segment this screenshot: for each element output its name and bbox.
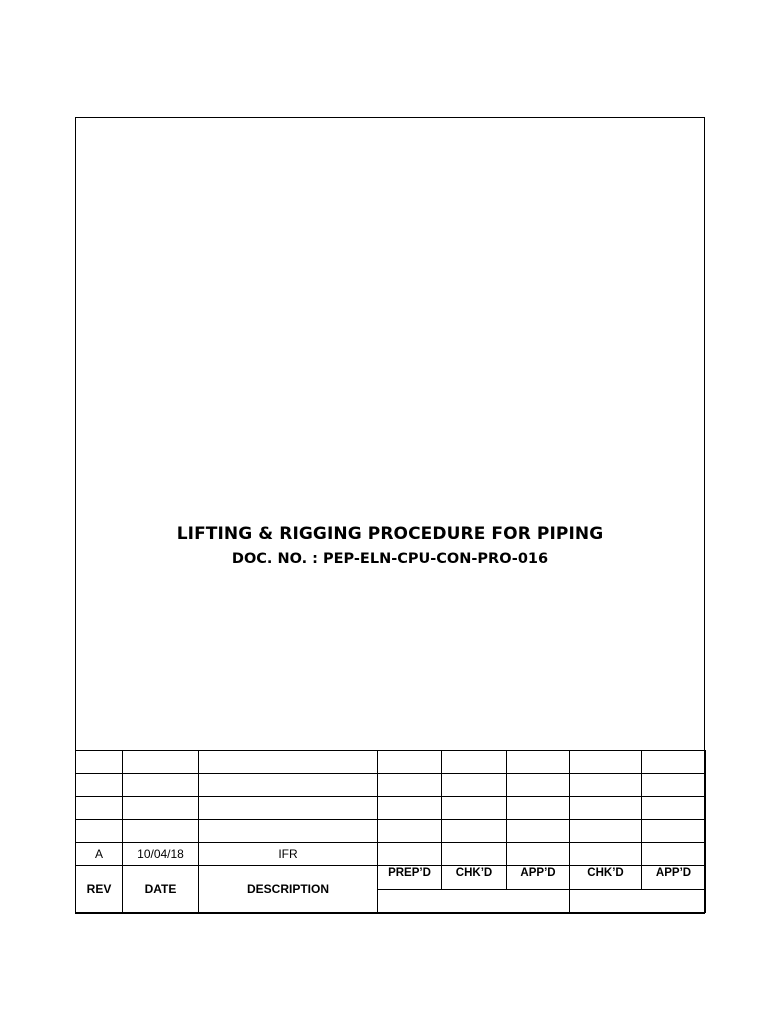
signature-cell [642, 797, 706, 820]
rev-cell [76, 774, 123, 797]
signature-cell [507, 774, 570, 797]
date-cell [123, 797, 199, 820]
table-row [76, 797, 706, 820]
date-header: DATE [123, 866, 199, 913]
date-cell [123, 751, 199, 774]
document-border [75, 117, 705, 914]
signature-cell [642, 820, 706, 843]
header-row [76, 866, 706, 890]
rev-cell: A [76, 843, 123, 866]
signature-cell [570, 843, 642, 866]
date-cell [123, 774, 199, 797]
signature-cell [442, 797, 507, 820]
description-cell [199, 797, 378, 820]
date-cell: 10/04/18 [123, 843, 199, 866]
signature-cell [507, 820, 570, 843]
signature-cell [507, 751, 570, 774]
rev-cell [76, 797, 123, 820]
title-block [76, 521, 704, 571]
revision-table [75, 750, 706, 913]
signature-cell [442, 751, 507, 774]
signature-cell [642, 843, 706, 866]
signature-cell [378, 820, 442, 843]
signature-cell [570, 751, 642, 774]
signature-cell [570, 797, 642, 820]
client-signature-group [570, 890, 706, 913]
signature-cell [507, 797, 570, 820]
table-row [76, 774, 706, 797]
table-row [76, 751, 706, 774]
description-cell [199, 751, 378, 774]
signature-cell [378, 774, 442, 797]
client-checked-header: CHK’D [570, 866, 642, 890]
signature-cell [442, 774, 507, 797]
rev-cell [76, 820, 123, 843]
prepared-header: PREP’D [378, 866, 442, 890]
signature-cell [570, 820, 642, 843]
checked-header: CHK’D [442, 866, 507, 890]
signature-cell [642, 774, 706, 797]
description-header: DESCRIPTION [199, 866, 378, 913]
description-cell [199, 820, 378, 843]
description-cell: IFR [199, 843, 378, 866]
rev-header: REV [76, 866, 123, 913]
contractor-signature-group [378, 890, 570, 913]
document-number: DOC. NO. : PEP-ELN-CPU-CON-PRO-016 [231, 551, 549, 567]
rev-cell [76, 751, 123, 774]
signature-cell [378, 843, 442, 866]
description-cell [199, 774, 378, 797]
signature-cell [378, 751, 442, 774]
signature-cell [507, 843, 570, 866]
signature-cell [570, 774, 642, 797]
table-row [76, 820, 706, 843]
document-title: LIFTING & RIGGING PROCEDURE FOR PIPING [176, 524, 604, 544]
signature-cell [442, 843, 507, 866]
signature-cell [642, 751, 706, 774]
signature-cell [378, 797, 442, 820]
approved-header: APP’D [507, 866, 570, 890]
signature-cell [442, 820, 507, 843]
date-cell [123, 820, 199, 843]
table-row [76, 843, 706, 866]
client-approved-header: APP’D [642, 866, 706, 890]
